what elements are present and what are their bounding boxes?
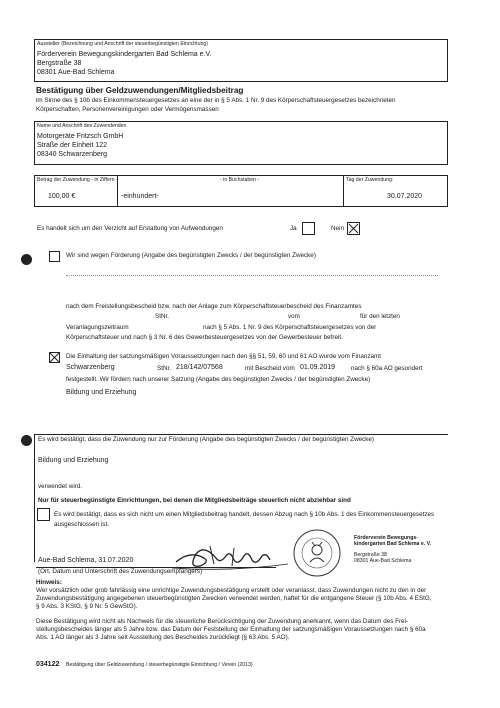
waiver-no-label: Nein [331, 225, 344, 232]
notes-p2-line-3: Abs. 1 AO länger als 3 Jahre seit Ausstellung des Bescheides zurückliegt (§ 63 Abs. 5 AO). [36, 634, 290, 641]
section-b-office: Schwarzenberg [66, 364, 115, 371]
stamp-line-2: kindergarten Bad Schlema e. V. [354, 541, 432, 548]
section-a-line-3a: Veranlagungszeitraum [66, 324, 129, 331]
amount-digits-value: 100,00 € [48, 193, 76, 200]
document-title: Bestätigung über Geldzuwendungen/Mitgliedsbeitrag [36, 86, 244, 95]
notes-p2-line-2: stellungsbescheides länger als 5 Jahre bzw. das Datum der Feststellung der Einhaltung der satzungsmäßigen Voraussetzungen nach § 60a [36, 626, 426, 633]
donor-label: Name und Anschrift des Zuwendenden [37, 123, 127, 129]
section-a-fuer-label: für den letzten [360, 313, 400, 320]
confirmation-purpose: Bildung und Erziehung [38, 457, 109, 464]
section-a-vom-label: vom [288, 313, 300, 320]
donor-street: Straße der Einheit 122 [37, 142, 108, 149]
confirmation-line-1: Es wird bestätigt, dass die Zuwendung nur zur Förderung (Angabe des begünstigten Zwecks / der begünstigten Zwecke) [38, 436, 375, 443]
stamp-line-3: Bergstraße 38 [354, 551, 387, 558]
section-b-line-3: festgestellt. Wir fördern nach unserer Satzung (Angabe des begünstigten Zwecks / der begünstigten Zwecke) [66, 376, 371, 383]
membership-checkbox[interactable] [37, 508, 50, 521]
confirmation-used: verwendet wird. [38, 483, 83, 490]
amount-words-label: - in Buchstaben - [220, 177, 260, 183]
issuer-name: Förderverein Bewegungskindergarten Bad Schlema e.V. [37, 51, 212, 58]
notes-p1-line-2: Zuwendungsbestätigung angegebenen steuerbegünstigten Zwecken verwendet werden, haftet für die entgangene Steuer (§ 10b Abs. 4 EStG, [36, 595, 432, 602]
notes-p1-line-3: § 9 Abs. 3 KStG, § 9 Nr. 5 GewStG). [36, 603, 138, 610]
amount-words-value: -einhundert- [121, 193, 159, 200]
amount-digits-label: Betrag der Zuwendung - in Ziffern - [37, 177, 118, 183]
stamp-line-1: Förderverein Bewegungs- [354, 535, 418, 541]
round-seal-icon [292, 528, 342, 578]
intro-line-1: im Sinne des § 10b des Einkommensteuergesetzes an eine der in § 5 Abs. 1 Nr. 9 des Körperschaftsteuergesetzes bezeichneten [36, 97, 396, 104]
waiver-text: Es handelt sich um den Verzicht auf Erstattung von Aufwendungen [37, 225, 223, 232]
section-a-line-1: nach dem Freistellungsbescheid bzw. nach der Anlage zum Körperschaftsteuerbescheid des Finanzamtes [66, 303, 362, 310]
footer-text: Bestätigung über Geldzuwendung / steuerbegünstigte Einrichtung / Verein (2013) [66, 662, 253, 668]
section-a-heading: Wir sind wegen Förderung (Angabe des begünstigten Zwecks / der begünstigten Zwecke) [66, 252, 316, 259]
issuer-city: 08301 Aue-Bad Schlema [37, 69, 115, 76]
confirmation-check-line-1: Es wird bestätigt, dass es sich nicht um einen Mitgliedsbeitrag handelt, dessen Abzug nach § 10b Abs. 1 des Einkommensteuergesetzes [54, 511, 435, 518]
section-a-stnr-label: StNr. [155, 313, 169, 320]
section-b-stnr-value: 218/142/07568 [176, 364, 223, 371]
section-b-purpose: Bildung und Erziehung [66, 389, 137, 396]
waiver-no-checkbox[interactable] [347, 222, 360, 235]
punch-hole-icon [21, 435, 32, 446]
section-b-stnr-label: StNr. [157, 365, 171, 372]
footer-code: 034122 [36, 661, 60, 668]
section-b-line-1: Die Einhaltung der satzungsmäßigen Voraussetzungen nach den §§ 51, 59, 60 und 61 AO wurde vom Finanzamt [66, 353, 382, 360]
confirmation-bold-line: Nur für steuerbegünstigte Einrichtungen, bei denen die Mitgliedsbeiträge steuerlich nicht abziehbar sind [38, 497, 351, 504]
section-a-line-4: Körperschaftsteuer und nach § 3 Nr. 6 des Gewerbesteuergesetzes von der Gewerbesteuer befreit. [66, 334, 343, 341]
section-b-nach: nach § 60a AO gesondert [351, 365, 423, 372]
check-mark-icon [50, 353, 59, 362]
punch-hole-icon [21, 254, 32, 265]
donor-city: 08340 Schwarzenberg [37, 151, 108, 158]
waiver-yes-checkbox[interactable] [302, 222, 315, 235]
donor-box [34, 121, 448, 165]
notes-p1-line-1: Wer vorsätzlich oder grob fahrlässig eine unrichtige Zuwendungsbestätigung erstellt oder veranlasst, dass Zuwendungen nicht zu den in der [36, 587, 427, 594]
signature-caption: (Ort, Datum und Unterschrift des Zuwendungsempfängers) [38, 568, 203, 575]
institution-stamp [354, 535, 431, 565]
intro-line-2: Körperschaften, Personenvereinigungen oder Vermögensmassen [36, 106, 219, 113]
confirmation-check-line-2: ausgeschlossen ist. [54, 521, 109, 528]
notes-heading: Hinweis: [36, 579, 62, 586]
issuer-label: Aussteller (Bezeichnung und Anschrift der steuerbegünstigten Einrichtung) [37, 41, 208, 47]
section-a-line-3b: nach § 5 Abs. 1 Nr. 9 des Körperschaftsteuergesetzes von der [203, 324, 377, 331]
amount-date-label: Tag der Zuwendung: [346, 177, 394, 183]
stamp-line-4: 08301 Aue-Bad Schlema [354, 558, 412, 565]
section-b-bescheid-date: 01.09.2019 [300, 364, 336, 371]
donor-name: Motorgeräte Fritzsch GmbH [37, 133, 124, 140]
section-b-bescheid-label: mit Bescheid vom [245, 365, 295, 372]
section-a-purpose-line [66, 275, 438, 276]
section-b-checkbox[interactable] [49, 352, 60, 363]
waiver-yes-label: Ja [290, 225, 297, 232]
section-a-checkbox[interactable] [49, 251, 60, 262]
signature-place-date: Aue-Bad Schlema, 31.07.2020 [38, 557, 134, 564]
amount-date-value: 30.07.2020 [387, 193, 423, 200]
amount-box [34, 175, 448, 207]
check-mark-icon [348, 223, 359, 234]
notes-p2-line-1: Diese Bestätigung wird nicht als Nachweis für die steuerliche Berücksichtigung der Zuwendung anerkannt, wenn das Datum des Frei- [36, 618, 409, 625]
issuer-box [34, 39, 448, 82]
issuer-street: Bergstraße 38 [37, 60, 82, 67]
